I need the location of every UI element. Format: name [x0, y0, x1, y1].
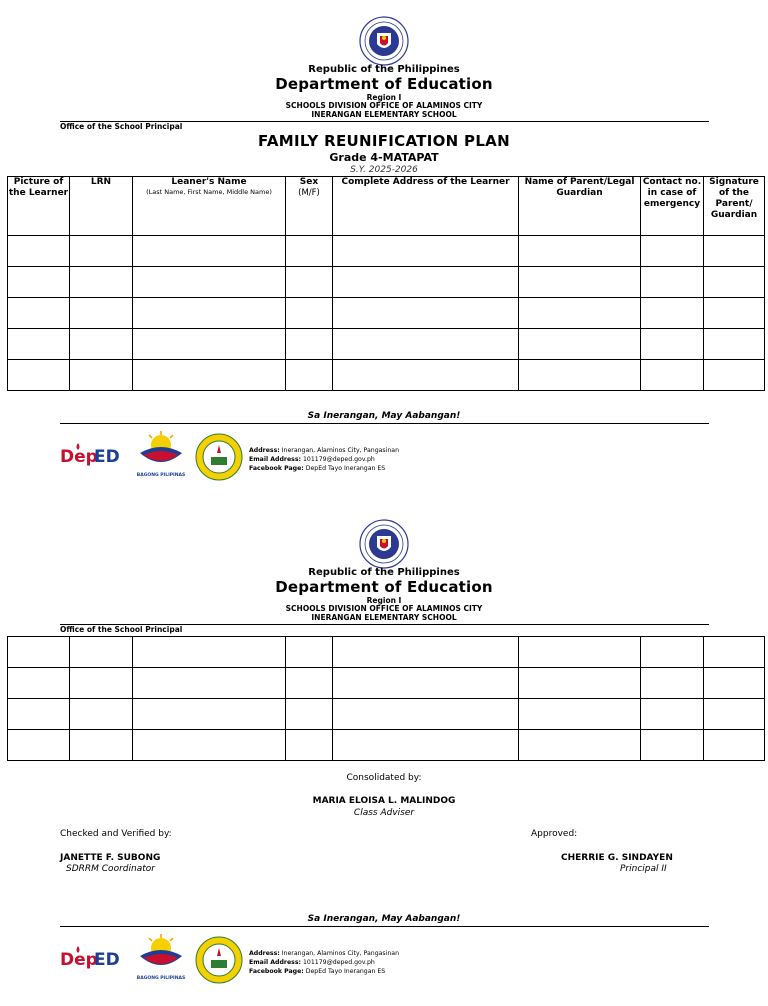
col-address: Complete Address of the Learner [333, 177, 519, 236]
table-row [8, 329, 765, 360]
department-text: Department of Education [275, 578, 493, 596]
principal-role: Principal II [620, 864, 667, 874]
bagong-pilipinas-label: BAGONG PILIPINAS [136, 976, 186, 981]
bagong-pilipinas-icon [134, 934, 188, 974]
table-row [8, 236, 765, 267]
department-text: Department of Education [275, 75, 493, 93]
svg-text:ED: ED [94, 950, 120, 970]
deped-seal-icon [359, 16, 409, 66]
school-year: S.Y. 2025-2026 [350, 165, 418, 175]
region-text: Region I [366, 596, 402, 605]
deped-logo [60, 440, 120, 470]
deped-logo [60, 943, 120, 973]
table-row [8, 267, 765, 298]
adviser-role: Class Adviser [353, 808, 415, 818]
division-text: SCHOOLS DIVISION OFFICE OF ALAMINOS CITY [285, 604, 483, 613]
office-label: Office of the School Principal [60, 625, 183, 634]
deped-seal-icon [359, 519, 409, 569]
reunification-table [7, 176, 765, 391]
division-text: SCHOOLS DIVISION OFFICE OF ALAMINOS CITY [285, 101, 483, 110]
reunification-table-continued [7, 636, 765, 761]
col-lrn: LRN [70, 177, 133, 236]
footer-contact: Address: Inerangan, Alaminos City, Pangasinan Email Address: 101179@deped.gov.ph Facebook Page: DepEd Tayo Inerangan ES [249, 447, 400, 472]
school-seal-icon [195, 936, 243, 984]
bagong-pilipinas-logo [134, 934, 188, 982]
bagong-pilipinas-icon [134, 431, 188, 471]
col-sex: Sex (M/F) [286, 177, 333, 236]
approved-label: Approved: [531, 829, 578, 839]
bagong-pilipinas-logo [134, 431, 188, 479]
republic-text: Republic of the Philippines [308, 64, 460, 75]
svg-text:Dep: Dep [60, 950, 98, 970]
coordinator-name: JANETTE F. SUBONG [60, 853, 161, 863]
bagong-pilipinas-label: BAGONG PILIPINAS [136, 473, 186, 478]
motto-text: Sa Inerangan, May Aabangan! [307, 914, 461, 924]
footer-divider [60, 926, 709, 927]
table-row [8, 668, 765, 699]
office-label: Office of the School Principal [60, 122, 183, 131]
svg-text:Dep: Dep [60, 447, 98, 467]
col-contact: Contact no. in case of emergency [641, 177, 704, 236]
republic-text: Republic of the Philippines [308, 567, 460, 578]
table-row [8, 699, 765, 730]
consolidated-label: Consolidated by: [346, 773, 422, 783]
table-header-row [8, 177, 765, 236]
col-signature: Signature of the Parent/ Guardian [704, 177, 765, 236]
school-text: INERANGAN ELEMENTARY SCHOOL [311, 613, 457, 622]
deped-logo-icon [60, 440, 120, 470]
table-row [8, 360, 765, 391]
col-picture: Picture of the Learner [8, 177, 70, 236]
col-guardian: Name of Parent/Legal Guardian [519, 177, 641, 236]
region-text: Region I [366, 93, 402, 102]
document-title: FAMILY REUNIFICATION PLAN [258, 132, 510, 150]
table-row [8, 637, 765, 668]
coordinator-role: SDRRM Coordinator [66, 864, 155, 874]
school-text: INERANGAN ELEMENTARY SCHOOL [311, 110, 457, 119]
table-row [8, 730, 765, 761]
footer-divider [60, 423, 709, 424]
table-row [8, 298, 765, 329]
col-learner-name: Leaner's Name (Last Name, First Name, Middle Name) [133, 177, 286, 236]
svg-text:ED: ED [94, 447, 120, 467]
adviser-name: MARIA ELOISA L. MALINDOG [312, 796, 456, 806]
motto-text: Sa Inerangan, May Aabangan! [307, 411, 461, 421]
school-seal-icon [195, 433, 243, 481]
deped-logo-icon [60, 943, 120, 973]
grade-section: Grade 4-MATAPAT [329, 151, 439, 164]
principal-name: CHERRIE G. SINDAYEN [561, 853, 673, 863]
footer-contact: Address: Inerangan, Alaminos City, Pangasinan Email Address: 101179@deped.gov.ph Facebook Page: DepEd Tayo Inerangan ES [249, 950, 400, 975]
checked-label: Checked and Verified by: [60, 829, 172, 839]
